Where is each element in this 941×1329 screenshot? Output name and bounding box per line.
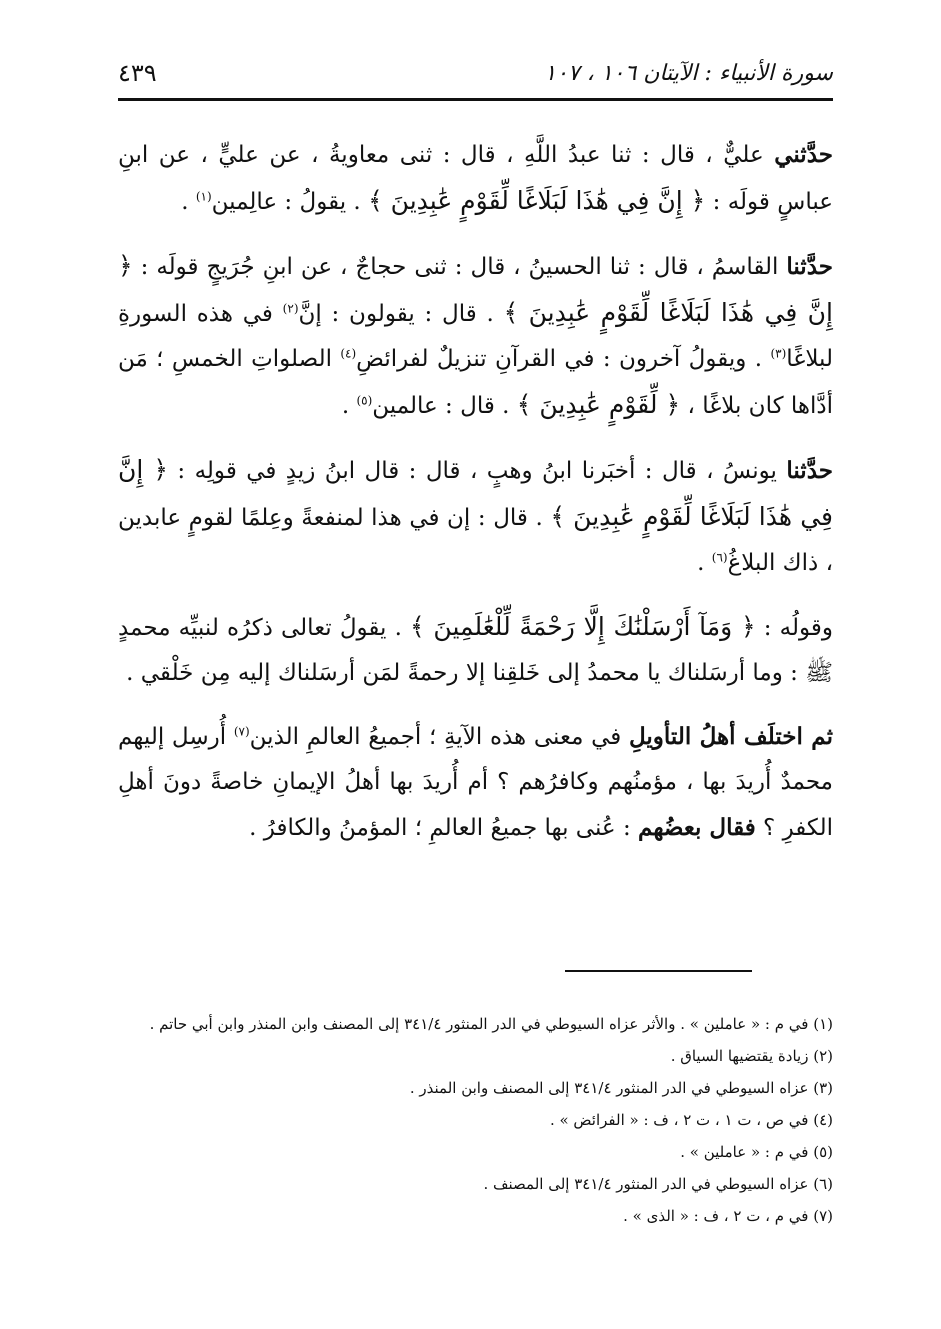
footnote-divider <box>565 970 752 972</box>
running-title: سورة الأنبياء : الآيتان ١٠٦ ، ١٠٧ <box>544 60 833 86</box>
text-run: . قال : إن في هذا لمنفعةً وعِلمًا لقومٍ عابدين ، ذاك البلاغُ <box>118 505 833 576</box>
text-run: . قال : يقولون : إنَّ <box>298 301 504 327</box>
footnote-ref: (٧) <box>233 724 250 739</box>
footnote-ref: (١) <box>195 189 212 204</box>
quran-quote: ﴿ إِنَّ فِي هَٰذَا لَبَلَاغًا لِّقَوْمٍ عَٰبِدِينَ ﴾ <box>118 455 834 531</box>
footnotes <box>118 1008 833 1232</box>
footnote: (١) في م : « عاملين » . والأثر عزاه السيوطي في الدر المنثور ٣٤١/٤ إلى المصنف وابن المنذر وابن أبي حاتم . <box>149 1015 833 1033</box>
lead-phrase: حدَّثنا <box>786 253 833 280</box>
footnote-ref: (٤) <box>340 346 357 361</box>
footnote: (٣) عزاه السيوطي في الدر المنثور ٣٤١/٤ إلى المصنف وابن المنذر . <box>409 1079 833 1097</box>
quran-quote: ﴿ إِنَّ فِي هَٰذَا لَبَلَاغًا لِّقَوْمٍ عَٰبِدِينَ ﴾ <box>368 186 706 215</box>
page-header <box>118 48 833 101</box>
footnote-ref: (٢) <box>282 301 299 316</box>
paragraph <box>118 714 833 851</box>
text-run: الصلواتِ الخمسِ ؛ مَن أدَّاها كان بلاغًا ، <box>118 346 833 419</box>
text-run: في معنى هذه الآيةِ ؛ أجميعُ العالمِ الذين <box>249 724 629 750</box>
text-run: . <box>181 189 196 215</box>
quran-quote: ﴿ إِنَّ فِي هَٰذَا لَبَلَاغًا لِّقَوْمٍ عَٰبِدِينَ ﴾ <box>118 251 833 327</box>
footnote: (٥) في م : « عاملين » . <box>680 1143 833 1161</box>
footnote-ref: (٣) <box>770 346 787 361</box>
main-text <box>118 132 833 869</box>
lead-phrase: فقال بعضُهم <box>638 814 756 841</box>
text-run: : عُنى بها جميعُ العالمِ ؛ المؤمنُ والكافرُ . <box>249 815 639 841</box>
text-run: . يقولُ : عالِمين <box>211 189 369 215</box>
text-run: وقولُه : <box>755 615 833 641</box>
paragraph <box>118 132 833 225</box>
text-run: . <box>341 393 357 419</box>
paragraph <box>118 243 833 429</box>
lead-phrase: حدَّثنا <box>786 457 833 484</box>
text-run: . قال : عالمين <box>372 393 517 419</box>
lead-phrase: ثم اختلَف أهلُ التأويلِ <box>628 723 834 750</box>
footnote: (٢) زيادة يقتضيها السياق . <box>670 1047 833 1065</box>
lead-phrase: حدَّثني <box>774 141 833 168</box>
text-run: القاسمُ ، قال : ثنا الحسينُ ، قال : ثنى حجاجٌ ، عن ابنِ جُرَيجٍ قولَه : <box>132 254 787 280</box>
text-run: في هذه السورةِ لبلاغًا <box>118 301 833 372</box>
footnote: (٤) في ص ، ت ١ ، ت ٢ ، ف : « الفرائض » . <box>549 1111 833 1129</box>
text-run: أُرسِل إليهم محمدٌ أُريدَ بها ، مؤمنُهم وكافرُهم ؟ أم أُريدَ بها أهلُ الإيمانِ خاصةً دونَ أهلِ الكفرِ ؟ <box>118 724 833 841</box>
text-run: . <box>697 550 712 576</box>
text-run: . ويقولُ آخرون : في القرآنِ تنزيلٌ لفرائضِ <box>356 346 771 372</box>
paragraph <box>118 447 833 586</box>
footnote: (٦) عزاه السيوطي في الدر المنثور ٣٤١/٤ إلى المصنف . <box>483 1175 833 1193</box>
footnote: (٧) في م ، ت ٢ ، ف : « الذى » . <box>623 1207 833 1225</box>
text-run: يونسُ ، قال : أخبَرنا ابنُ وهبٍ ، قال : قال ابنُ زيدٍ في قولِه : <box>168 458 787 484</box>
text-run: عليٌّ ، قال : ثنا عبدُ اللَّهِ ، قال : ثنى معاويةُ ، عن عليٍّ ، عن ابنِ عباسٍ قولَه : <box>118 142 833 215</box>
text-run: . يقولُ تعالى ذكرُه لنبيِّه محمدٍ ﷺ : وما أرسَلناك يا محمدُ إلى خَلقِنا إلا رحمةً لمَن أرسَلناك إليه مِن خَلْقي . <box>118 615 833 686</box>
footnote-ref: (٦) <box>711 550 728 565</box>
paragraph <box>118 604 833 696</box>
quran-quote: ﴿ وَمَآ أَرْسَلْنَٰكَ إِلَّا رَحْمَةً لِّلْعَٰلَمِينَ ﴾ <box>410 612 756 641</box>
footnote-ref: (٥) <box>356 393 373 408</box>
page-number: ٤٣٩ <box>118 59 157 87</box>
quran-quote: ﴿ لِّقَوْمٍ عَٰبِدِينَ ﴾ <box>516 390 681 419</box>
